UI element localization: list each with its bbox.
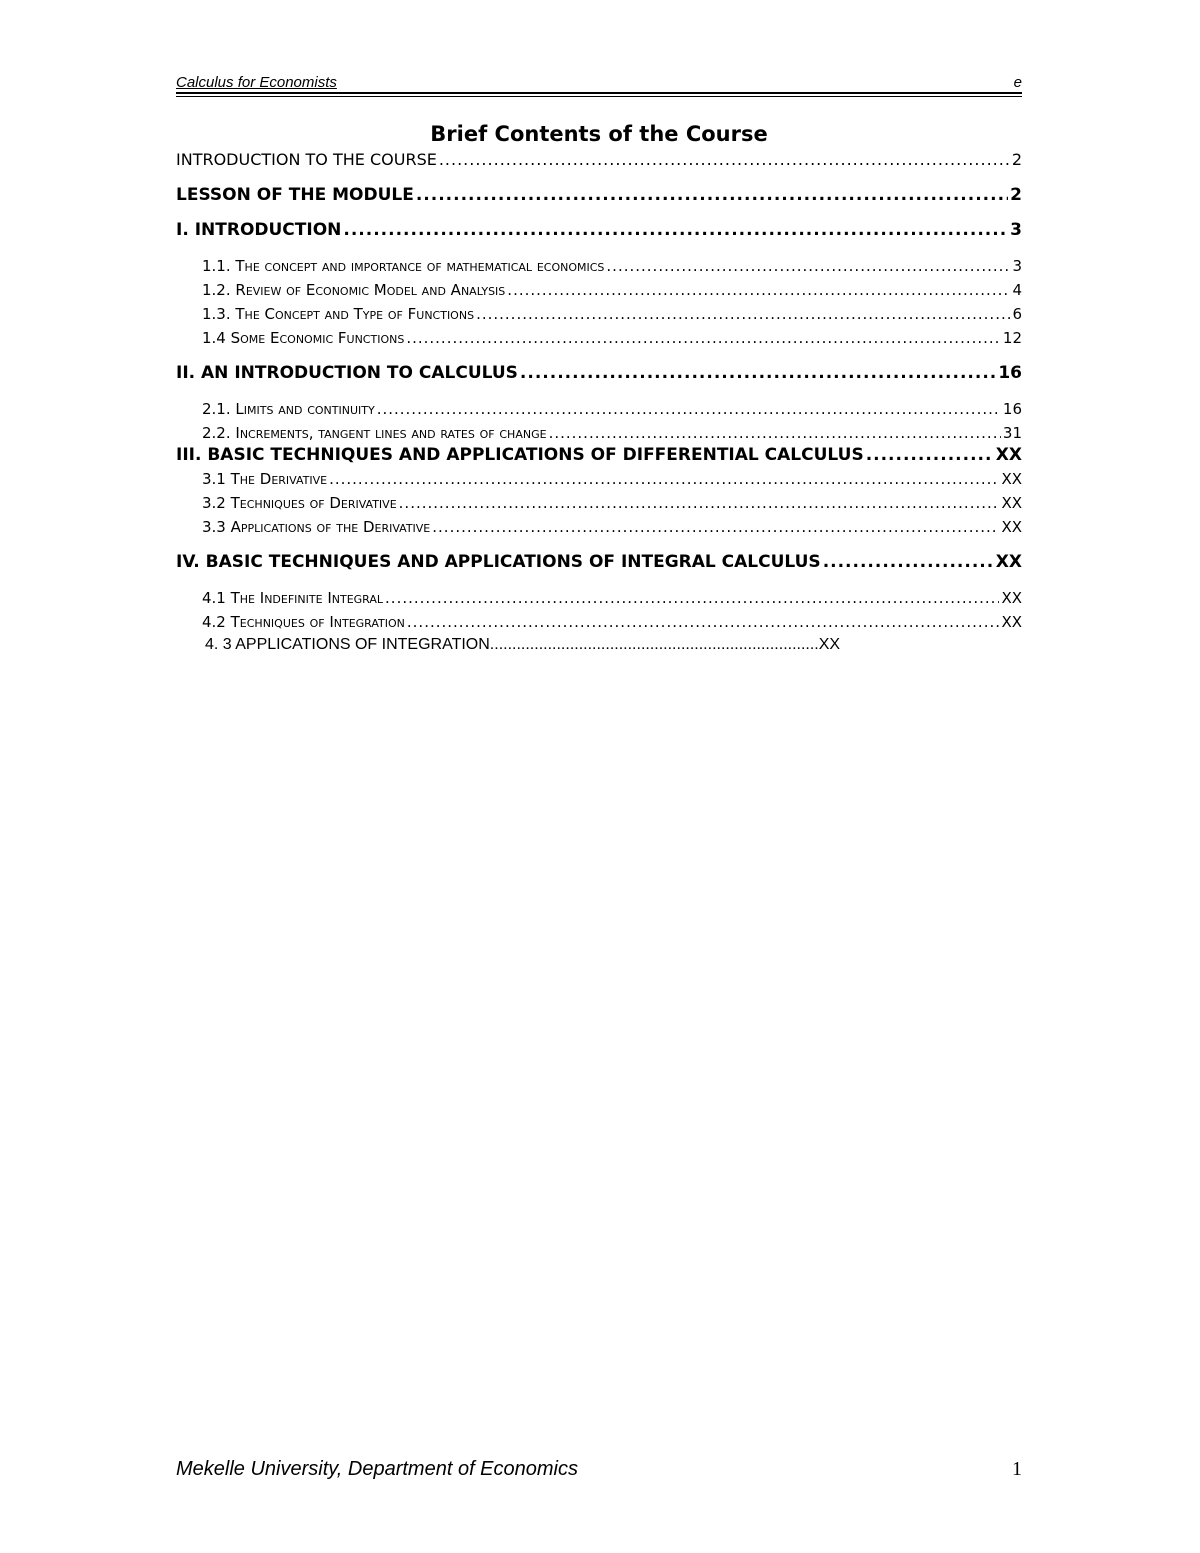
page-number: 1 [1012,1458,1022,1480]
toc-entry-label: 3.1 The Derivative [202,470,328,488]
dot-leader [823,552,994,572]
toc-entry-page: XX [818,636,841,653]
toc-entry-page: XX [995,552,1022,572]
dot-leader [507,281,1010,299]
toc-entry-chapter-2[interactable] [176,363,1022,383]
toc-entry-page: 4 [1012,281,1022,299]
toc-entry-label: LESSON OF THE MODULE [176,185,414,205]
toc-entry-section-2-2[interactable] [202,424,1022,442]
toc-entry-page: XX [1001,494,1022,512]
header-rule [176,96,1022,97]
toc-entry-page: XX [1001,518,1022,536]
toc-entry-section-3-1[interactable] [202,470,1022,488]
dot-leader [329,470,999,488]
header-mark: e [1013,74,1022,91]
dot-leader [385,589,999,607]
dot-leader [432,518,999,536]
toc-entry-page: 16 [1002,400,1022,418]
dot-leader [406,329,1001,347]
toc-entry-label: 4. 3 APPLICATIONS OF INTEGRATION [205,636,490,653]
dot-leader [866,445,994,465]
toc-entry-page: XX [1001,470,1022,488]
toc-entry-label: II. AN INTRODUCTION TO CALCULUS [176,363,518,383]
toc-entry-chapter-4[interactable] [176,552,1022,572]
toc-entry-section-4-1[interactable] [202,589,1022,607]
toc-entry-page: 3 [1010,220,1022,240]
toc-entry-lesson-of-module[interactable] [176,185,1022,205]
toc-entry-chapter-3[interactable] [176,445,1022,465]
toc-entry-section-3-3[interactable] [202,518,1022,536]
toc-entry-section-1-1[interactable] [202,257,1022,275]
toc-entry-page: 3 [1012,257,1022,275]
toc-entry-label: IV. BASIC TECHNIQUES AND APPLICATIONS OF INTEGRAL CALCULUS [176,552,821,572]
dot-leader: .......................................................................... [489,636,819,653]
toc-entry-label: 3.3 Applications of the Derivative [202,518,431,536]
dot-leader [439,150,1010,169]
toc-entry-label: 1.4 Some Economic Functions [202,329,405,347]
toc-entry-label: 2.2. Increments, tangent lines and rates of change [202,424,547,442]
toc-entry-page: 2 [1010,185,1022,205]
dot-leader [416,185,1008,205]
dot-leader [476,305,1010,323]
toc-entry-page: 2 [1011,150,1022,169]
dot-leader [549,424,1001,442]
toc-entry-section-1-2[interactable] [202,281,1022,299]
toc-entry-introduction-to-course[interactable] [176,150,1022,169]
toc-entry-label: 1.2. Review of Economic Model and Analysis [202,281,506,299]
dot-leader [399,494,1000,512]
toc-entry-label: 3.2 Techniques of Derivative [202,494,397,512]
dot-leader [343,220,1008,240]
toc-entry-section-3-2[interactable] [202,494,1022,512]
toc-entry-label: 2.1. Limits and continuity [202,400,375,418]
toc-entry-label: 1.3. The Concept and Type of Functions [202,305,475,323]
running-header [176,72,1022,94]
footer-text: Mekelle University, Department of Economics [176,1458,578,1480]
toc-entry-section-2-1[interactable] [202,400,1022,418]
dot-leader [407,613,1000,631]
toc-entry-page: 31 [1002,424,1022,442]
dot-leader [377,400,1001,418]
dot-leader [520,363,996,383]
toc-entry-label: 1.1. The concept and importance of mathematical economics [202,257,605,275]
toc-entry-section-1-3[interactable] [202,305,1022,323]
toc-entry-page: XX [1001,589,1022,607]
toc-entry-page: XX [995,445,1022,465]
toc-entry-label: 4.1 The Indefinite Integral [202,589,384,607]
header-title: Calculus for Economists [176,74,337,91]
toc-entry-section-1-4[interactable] [202,329,1022,347]
toc-entry-page: XX [1001,613,1022,631]
toc-entry-page: 12 [1002,329,1022,347]
dot-leader [606,257,1010,275]
toc-entry-page: 16 [998,363,1022,383]
toc-entry-label: III. BASIC TECHNIQUES AND APPLICATIONS OF DIFFERENTIAL CALCULUS [176,445,864,465]
toc-entry-label: INTRODUCTION TO THE COURSE [176,150,437,169]
toc-entry-section-4-3[interactable] [205,636,840,654]
toc-entry-label: I. INTRODUCTION [176,220,342,240]
toc-entry-label: 4.2 Techniques of Integration [202,613,405,631]
toc-entry-section-4-2[interactable] [202,613,1022,631]
toc-entry-chapter-1[interactable] [176,220,1022,240]
contents-title: Brief Contents of the Course [430,122,768,146]
toc-entry-page: 6 [1012,305,1022,323]
